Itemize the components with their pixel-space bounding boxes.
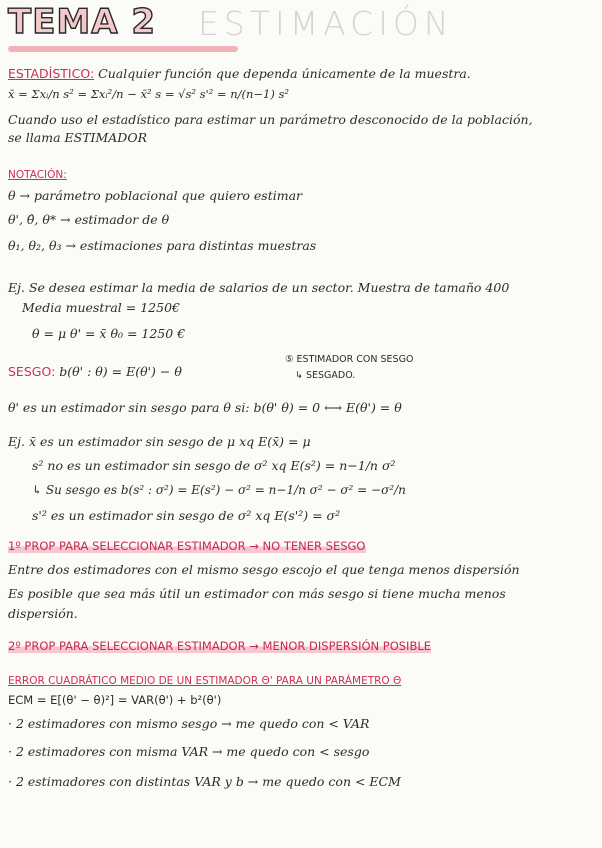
example-1-line-3: θ = μ θ' = x̄ θ₀ = 1250 € xyxy=(32,326,186,341)
sesgo-formula: b(θ' : θ) = E(θ') − θ xyxy=(55,364,182,379)
prop-1-line-1: Entre dos estimadores con el mismo sesgo escojo el que tenga menos dispersión xyxy=(8,562,520,577)
prop-1-title xyxy=(8,538,366,554)
ecm-item-2: · 2 estimadores con misma VAR → me quedo con < sesgo xyxy=(8,744,370,759)
title-highlight xyxy=(8,46,238,52)
ecm-title xyxy=(8,672,401,689)
example-2-line-3: ↳ Su sesgo es b(s² : σ²) = E(s²) − σ² = n−1/n σ² − σ² = −σ²/n xyxy=(32,483,406,497)
estadistico-line xyxy=(8,66,471,82)
example-2-line-2: s² no es un estimador sin sesgo de σ² xq E(s²) = n−1/n σ² xyxy=(32,458,396,473)
prop-2-title xyxy=(8,638,431,654)
example-2-line-4: s'² es un estimador sin sesgo de σ² xq E(s'²) = σ² xyxy=(32,508,341,523)
estimador-line-2: se llama ESTIMADOR xyxy=(8,130,147,145)
ecm-title-text: ERROR CUADRÁTICO MEDIO DE UN ESTIMADOR Θ' PARA UN PARÁMETRO Θ xyxy=(8,675,402,687)
prop-1-line-3: dispersión. xyxy=(8,606,78,621)
notacion-item-3: θ₁, θ₂, θ₃ → estimaciones para distintas muestras xyxy=(8,238,317,253)
notacion-label: NOTACIÓN: xyxy=(8,169,67,181)
prop-2-title-text: 2º PROP PARA SELECCIONAR ESTIMADOR → MENOR DISPERSIÓN POSIBLE xyxy=(8,639,432,653)
sesgo-note-2: ↳ SESGADO. xyxy=(295,370,356,381)
notacion-line xyxy=(8,166,67,183)
sesgo-label: SESGO: xyxy=(8,364,56,379)
notacion-item-2: θ', θ̂, θ* → estimador de θ xyxy=(8,212,170,227)
estimador-line-1: Cuando uso el estadístico para estimar un parámetro desconocido de la población, xyxy=(8,112,533,127)
example-2-line-1: Ej. x̄ es un estimador sin sesgo de μ xq E(x̄) = μ xyxy=(8,434,311,449)
formulas-line: x̄ = Σxᵢ/n s² = Σxᵢ²/n − x̄² s = √s² s'² = n/(n−1) s² xyxy=(8,87,290,101)
prop-1-title-text: 1º PROP PARA SELECCIONAR ESTIMADOR → NO TENER SESGO xyxy=(8,539,366,553)
estadistico-label: ESTADÍSTICO: xyxy=(8,66,95,81)
example-1-line-1: Ej. Se desea estimar la media de salarios de un sector. Muestra de tamaño 400 xyxy=(8,280,510,295)
ecm-item-3: · 2 estimadores con distintas VAR y b → me quedo con < ECM xyxy=(8,774,401,789)
ecm-item-1: · 2 estimadores con mismo sesgo → me quedo con < VAR xyxy=(8,716,370,731)
example-1-line-2: Media muestral = 1250€ xyxy=(22,300,180,315)
notacion-item-1: θ → parámetro poblacional que quiero estimar xyxy=(8,188,303,203)
sesgo-note-1: ⑤ ESTIMADOR CON SESGO xyxy=(285,354,414,365)
sesgo-line xyxy=(8,364,182,380)
insesgado-line: θ' es un estimador sin sesgo para θ si: b(θ' θ) = 0 ⟷ E(θ') = θ xyxy=(8,400,402,415)
page-subtitle: ESTIMACIÓN xyxy=(198,4,454,43)
prop-1-line-2: Es posible que sea más útil un estimador con más sesgo si tiene mucha menos xyxy=(8,586,506,601)
ecm-formula: ECM = E[(θ' − θ)²] = VAR(θ') + b²(θ') xyxy=(8,693,222,707)
estadistico-definition: Cualquier función que dependa únicamente de la muestra. xyxy=(94,66,471,81)
page-title: TEMA 2 xyxy=(8,2,157,42)
